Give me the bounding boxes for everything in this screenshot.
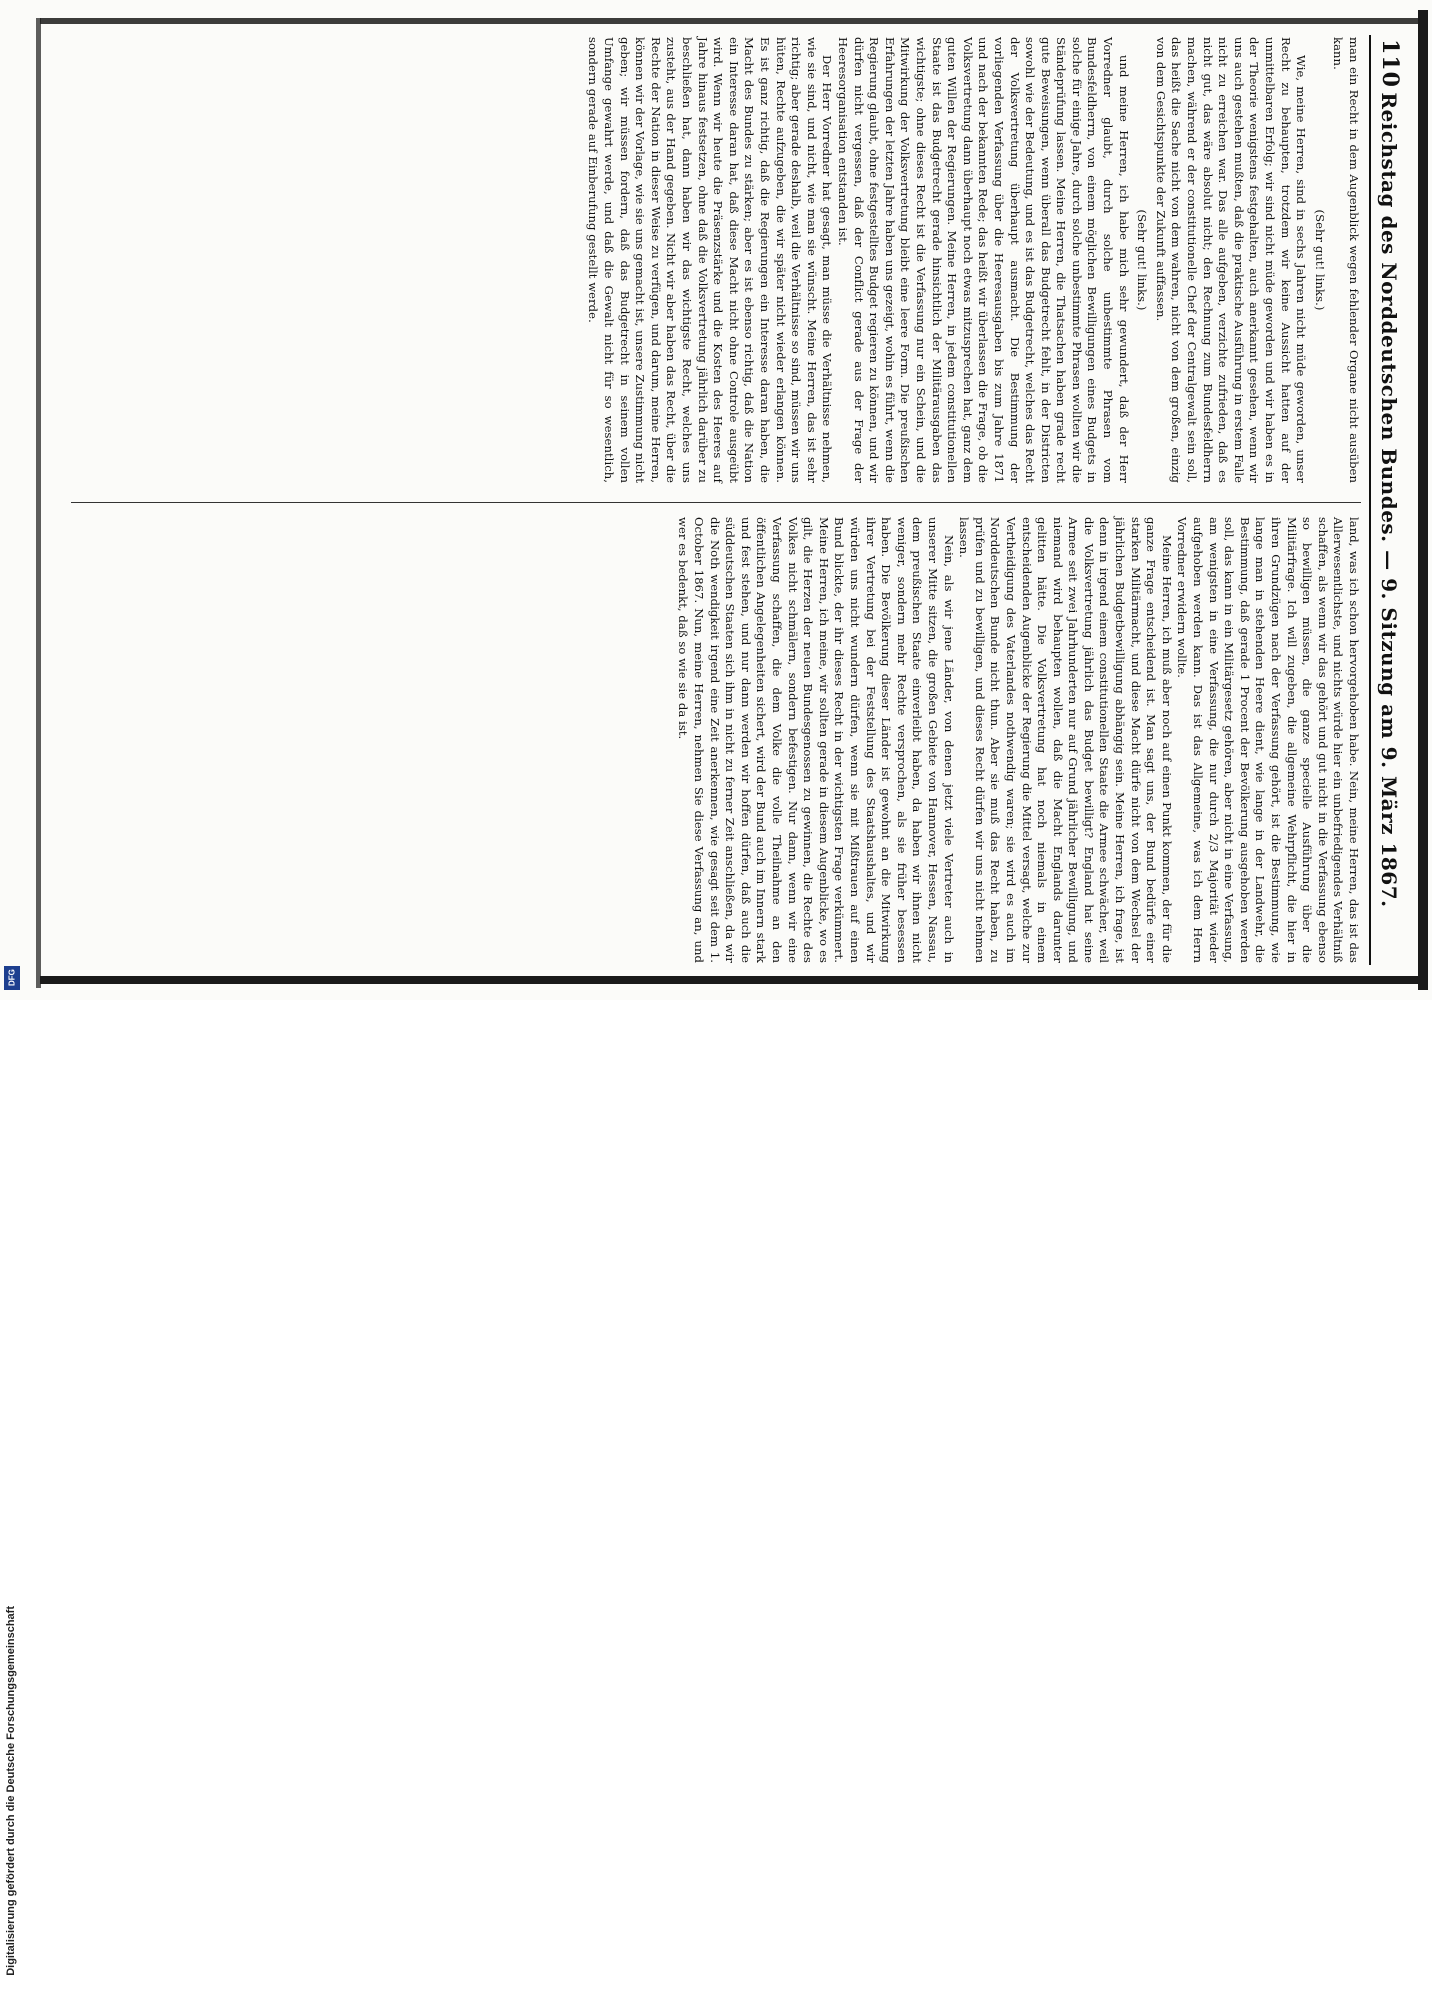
opening-lines: man ein Recht in dem Augenblick wegen fehlender Organe nicht ausüben kann. (1331, 37, 1361, 483)
page-number: 110 (1377, 39, 1403, 88)
column-divider (71, 502, 1361, 503)
digitization-credit (2, 1000, 24, 2000)
scan-edge-bottom (40, 976, 1420, 984)
running-head: Reichstag des Norddeutschen Bundes. — 9. Sitzung am 9. März 1867. (1377, 92, 1401, 908)
right-column (71, 517, 1361, 963)
dfg-logo-icon: DFG (4, 966, 20, 990)
remark-applause: (Sehr gut! links.) (1135, 209, 1150, 311)
credit-text: Digitalisierung gefördert durch die Deutsche Forschungsgemeinschaft (5, 1606, 17, 1976)
page-header (1369, 35, 1405, 965)
paragraph: Meine Herren, ich muß aber noch auf einen Punkt kommen, der für die ganze Frage entscheidend ist. Man sagt uns, der Bund bedürfe einer starken Militärmacht, und diese Macht dürfe nicht von dem Wechsel der jährlichen Budgetbewilligung abhängig sein. Meine Herren, ich frage, ist denn in irgend einem constitutionellen Staate die Armee schwächer, weil die Volksvertretung jährlich das Budget bewilligt? England hat seine Armee seit zwei Jahrhunderten nur auf Grund jährlicher Bewilligung, und niemand wird behaupten wollen, daß die Macht Englands darunter gelitten hätte. Die Volksvertretung hat noch niemals in einem entscheidenden Augenblicke der Regierung die Mittel versagt, welche zur Vertheidigung des Vaterlandes nothwendig waren; sie wird es auch im Norddeutschen Bunde nicht thun. Aber sie muß das Recht haben, zu prüfen und zu bewilligen, und dieses Recht dürfen wir uns nicht nehmen lassen. (957, 517, 1174, 963)
paragraph: land, was ich schon hervorgehoben habe. Nein, meine Herren, das ist das Allerwesentlichste, und nichts würde hier ein unbefriedigendes Verhältniß schaffen, als wenn wir das gehört und gut nicht in die Verfassung ebenso so bewilligen müssen, die ganze specielle Ausführung über die Militärfrage. Ich will zugeben, die allgemeine Wehrpflicht, die hier in ihren Grundzügen nach der Verfassung gehört, ist die Bestimmung, wie lange man in stehenden Heere dient, wie lange in der Landwehr, die Bestimmung, daß gerade 1 Procent der Bevölkerung ausgehoben werden soll, das kann in ein Militärgesetz gehören, aber nicht in eine Verfassung, am wenigsten in eine Verfassung, die nur durch 2/3 Majorität wieder aufgehoben werden kann. Das ist das Allgemeine, was ich dem Herrn Vorredner erwidern wollte. (1175, 517, 1361, 963)
scan-edge-right (1418, 10, 1428, 990)
remark-applause: (Sehr gut! links.) (1312, 209, 1327, 311)
paragraph: Wie, meine Herren, sind in sechs Jahren nicht müde geworden, unser Recht zu behaupten, trotzdem wir keine Aussicht hatten auf der unmittelbaren Erfolg; wir sind nicht müde geworden und wir haben es in der Theorie wenigstens festgehalten, auch anerkannt gesehen, wenn wir uns auch gestehen mußten, daß die praktische Ausführung in erstem Falle nicht zu erreichen war. Das alle aufgeben, verzichte zufrieden, daß es nicht gut, das wäre absolut nicht; den Rechnung zum Bundesfeldherrn machen, während er der constitutionelle Chef der Centralgewalt sein soll, das heißt die Sache nicht von dem wahren, nicht von dem großen, einzig von dem Gesichtspunkte der Zukunft auffassen. (1153, 37, 1309, 483)
paragraph: Nein, als wir jene Länder, von denen jetzt viele Vertreter auch in unserer Mitte sitzen, die großen Gebiete von Hannover, Hessen, Nassau, dem preußischen Staate einverleibt haben, da haben wir ihnen nicht weniger, sondern mehr Rechte versprochen, als sie früher besessen haben. Die Bevölkerung dieser Länder ist gewohnt an die Mitwirkung ihrer Vertretung bei der Feststellung des Staatshaushaltes, und wir würden uns nicht wundern dürfen, wenn sie mit Mißtrauen auf einen Bund blickte, der ihr dieses Recht in der wichtigsten Frage verkümmert. Meine Herren, ich meine, wir sollten gerade in diesem Augenblicke, wo es gilt, die Herzen der neuen Bundesgenossen zu gewinnen, die Rechte des Volkes nicht schmälern, sondern befestigen. Nur dann, wenn wir eine Verfassung schaffen, die dem Volke die volle Theilnahme an den öffentlichen Angelegenheiten sichert, wird der Bund auch im Innern stark und fest stehen, und nur dann werden wir hoffen dürfen, daß auch die süddeutschen Staaten sich ihm in nicht zu ferner Zeit anschließen, da wir die Noth wendigkeit irgend eine Zeit anerkennen, wie gesagt seit dem 1. October 1867. Nun, meine Herren, nehmen Sie diese Verfassung an, und wer es bedenkt, daß so wie sie da ist. (676, 517, 956, 963)
rotated-page-content (60, 35, 1405, 965)
paragraph: und meine Herren, ich habe mich sehr gewundert, daß der Herr Vorredner glaubt, durch solche unbestimmte Phrasen vom Bundesfeldherrn, von einem möglichen Bewilligungen eines Budgets in solche für einige Jahre, durch solche unbestimmte Phrasen wollten wir die Ständeprüfung lassen. Meine Herren, die Thatsachen haben grade recht gute Beweisungen, wenn überall das Budgetrecht fehlt, in der Districten sowohl wie der Bedeutung, und es ist das Budgetrecht, welches das Recht der Volksvertretung überhaupt ausmacht. Die Bestimmung der vorliegenden Verfassung über die Heeresausgaben bis zum Jahre 1871 und nach der bekannten Rede; das heißt wir überlassen die Frage, ob die Volksvertretung dann überhaupt noch etwas mitzusprechen hat, ganz dem guten Willen der Regierungen. Meine Herren, in jedem constitutionellen Staate ist das Budgetrecht gerade hinsichtlich der Militärausgaben das wichtigste; ohne dieses Recht ist die Verfassung nur ein Schein, und die Mitwirkung der Volksvertretung bleibt eine leere Form. Die preußischen Erfahrungen der letzten Jahre haben uns gezeigt, wohin es führt, wenn die Regierung glaubt, ohne festgestelltes Budget regieren zu können, und wir dürfen nicht vergessen, daß der Conflict gerade aus der Frage der Heeresorganisation entstanden ist. (836, 37, 1131, 483)
scan-edge-left (36, 18, 41, 988)
paragraph: Der Herr Vorredner hat gesagt, man müsse die Verhältnisse nehmen, wie sie sind, und nicht, wie man sie wünscht. Meine Herren, das ist sehr richtig; aber gerade deshalb, weil die Verhältnisse so sind, müssen wir uns hüten, Rechte aufzugeben, die wir später nicht wieder erlangen können. Es ist ganz richtig, daß die Regierungen ein Interesse daran haben, die Macht des Bundes zu stärken; aber es ist ebenso richtig, daß die Nation ein Interesse daran hat, daß diese Macht nicht ohne Controle ausgeübt wird. Wenn wir heute die Präsenzstärke und die Kosten des Heeres auf Jahre hinaus festsetzen, ohne daß die Volksvertretung jährlich darüber zu beschließen hat, dann haben wir das wichtigste Recht, welches uns zusteht, aus der Hand gegeben. Nicht wir aber haben das Recht, über die Rechte der Nation in dieser Weise zu verfügen, und darum, meine Herren, können wir der Vorlage, wie sie uns gemacht ist, unsere Zustimmung nicht geben; wir müssen fordern, daß das Budgetrecht in seinem vollen Umfange gewahrt werde, und daß die Gewalt nicht für so wesentlich, sondern gerade auf Einberufung gestellt werde. (586, 37, 835, 483)
left-column (71, 37, 1361, 483)
scan-edge-top (40, 18, 1420, 24)
